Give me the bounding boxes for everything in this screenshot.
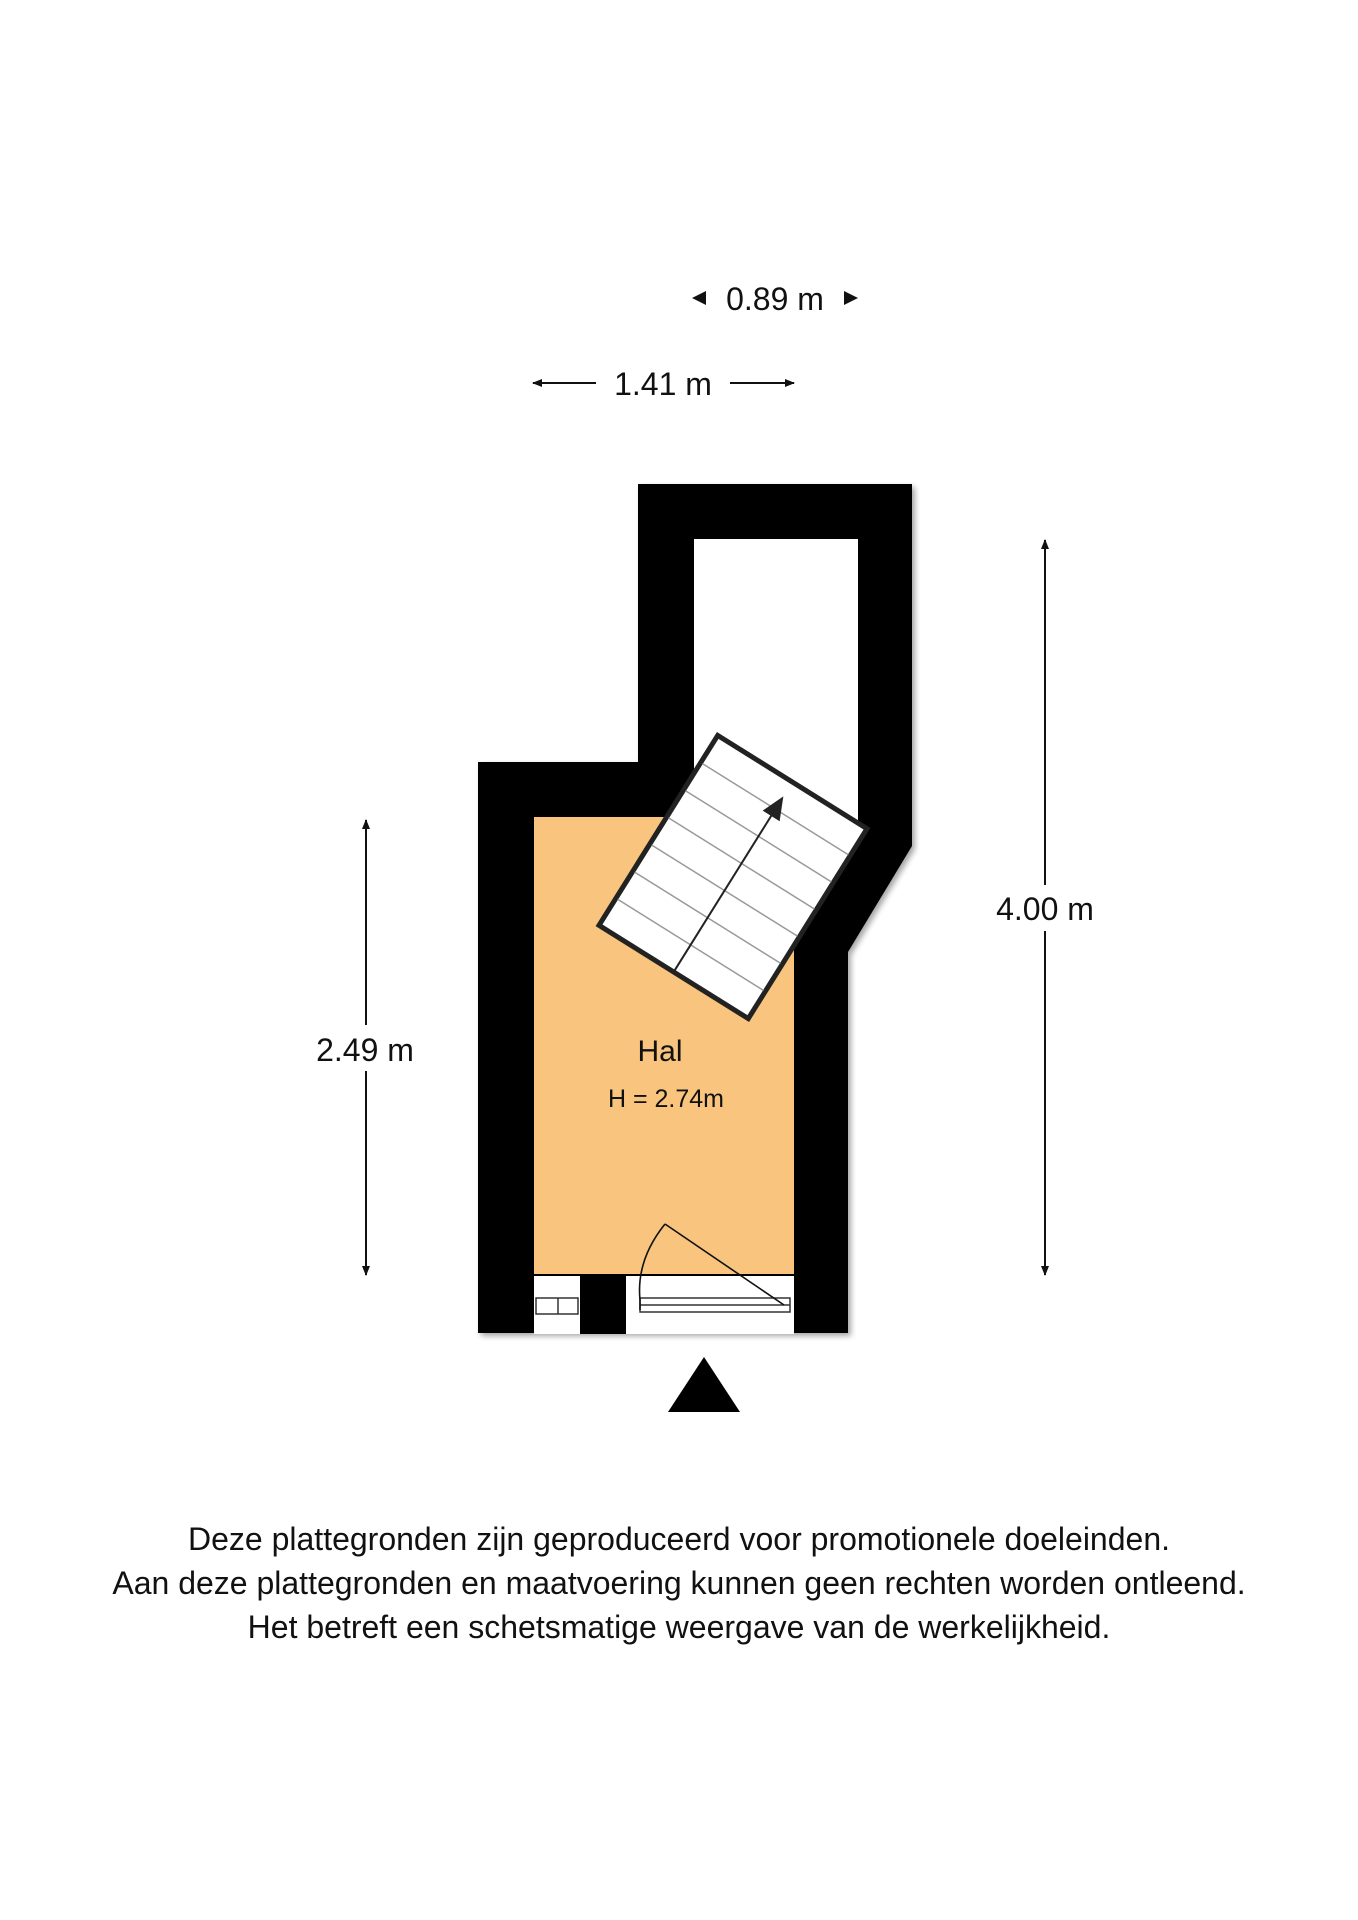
disclaimer-line-1: Deze plattegronden zijn geproduceerd voor promotionele doeleinden. bbox=[188, 1521, 1170, 1557]
arrowhead-left bbox=[692, 291, 706, 305]
dimension-label-left: 2.49 m bbox=[316, 1032, 414, 1068]
dimension-label-right: 4.00 m bbox=[996, 891, 1094, 927]
disclaimer-line-3: Het betreft een schetsmatige weergave van de werkelijkheid. bbox=[247, 1609, 1111, 1645]
room-height-label: H = 2.74m bbox=[607, 1085, 725, 1113]
pillar bbox=[580, 1276, 626, 1334]
dimension-label-top-small: 0.89 m bbox=[726, 281, 824, 317]
disclaimer-line-2: Aan deze plattegronden en maatvoering kunnen geen rechten worden ontleend. bbox=[112, 1565, 1246, 1601]
dimension-top-small bbox=[692, 281, 858, 317]
room-label-hal: Hal bbox=[637, 1035, 683, 1068]
arrowhead-right bbox=[844, 291, 858, 305]
entrance-arrow-icon bbox=[668, 1357, 740, 1412]
disclaimer bbox=[0, 1517, 1358, 1649]
dimension-label-top-wide: 1.41 m bbox=[614, 366, 712, 402]
window-opening bbox=[534, 1276, 580, 1334]
